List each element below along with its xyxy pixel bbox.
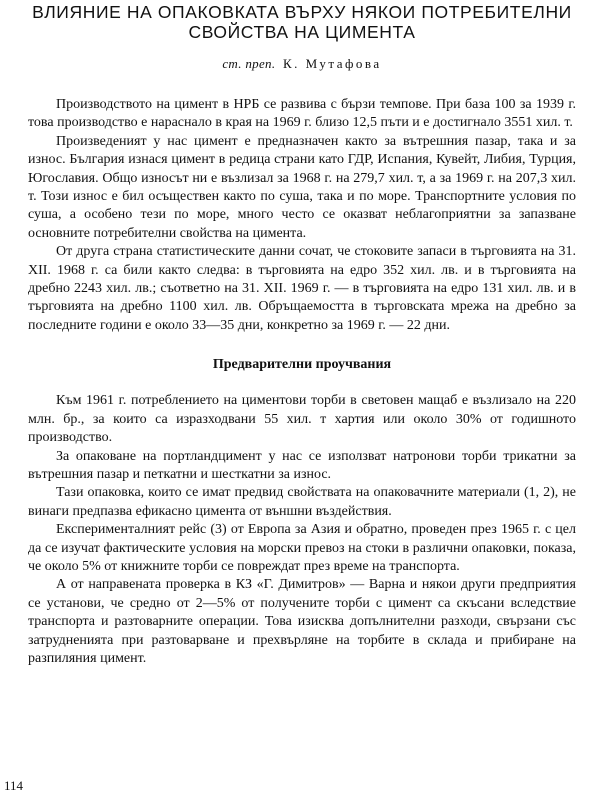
paragraph: Експерименталният рейс (3) от Европа за Азия и обратно, проведен през 1965 г. с цел да се изучат фактическите условия на морски превоз на стоки в различни опаковки, показа, че около 5% от книжните торби се повреждат през време на транспорта. — [28, 522, 576, 574]
page-number: 114 — [4, 778, 24, 793]
paragraph: Към 1961 г. потреблението на циментови торби в световен мащаб е възлизало на 220 млн. бр., за които са изразходвани 55 хил. т хартия или около 30% от годишното производство. — [28, 393, 576, 446]
title-line-2: СВОЙСТВА НА ЦИМЕНТА — [188, 22, 416, 42]
paragraph: Тази опаковка, които се имат предвид свойствата на опаковачните материали (1, 2), не винаги предпазва ефикасно цимента от външни въздействия. — [28, 485, 576, 519]
paragraph: Произведеният у нас цимент е предназначен както за вътрешния пазар, така и за износ. България изнася цимент в редица страни като ГДР, Испания, Кувейт, Либия, Турция, Югославия. Общо износът ни е възлизал за 1968 г. на 279,7 хил. т, а за 1969 г. на 207,3 хил. т. Този износ е бил осъществен както по суша, така и по море. Транспортните условия по суша, а особено тези по море, много често се оказват неблагоприятни за запазване основните потребителни свойства на цимента. — [28, 133, 576, 241]
paragraph: От друга страна статистическите данни сочат, че стоковите запаси в търговията на 31. XII. 1968 г. са били както следва: в търговията на едро 352 хил. лв. и в търговията на дребно 2243 хил. лв.; съответно на 31. XII. 1969 г. — в търговията на едро 131 хил. лв. и в търговията на дребно 1100 хил. лв. Обръщаемостта в търговската мрежа на дребно за последните години е около 33—35 дни, конкретно за 1969 г. — 22 дни. — [28, 244, 576, 333]
title-line-1: ВЛИЯНИЕ НА ОПАКОВКАТА ВЪРХУ НЯКОИ ПОТРЕБИТЕЛНИ — [32, 2, 572, 22]
article-body — [28, 96, 576, 668]
author-role: ст. преп. — [222, 56, 276, 71]
author-line — [28, 56, 576, 72]
paragraph: За опаковане на портландцимент у нас се използват натронови торби трикатни за вътрешния пазар и петкатни и шесткатни за износ. — [28, 448, 576, 482]
paragraph: Производството на цимент в НРБ се развива с бързи темпове. При база 100 за 1939 г. това производство е нараснало в края на 1969 г. близо 12,5 пъти и е достигнало 3551 хил. т. — [28, 97, 576, 131]
section-heading: Предварителни проучвания — [212, 357, 392, 373]
paragraph: А от направената проверка в КЗ «Г. Димитров» — Варна и някои други предприятия се установи, че средно от 2—5% от получените торби с цимент са скъсани вследствие транспорта и разтоварните операции. Това изисква допълнителни разходи, свързани със затрудненията при разтоварване и прехвърляне на торбите в склада и прибиране на разпиляния цимент. — [28, 577, 576, 666]
author-name: К. Мутафова — [282, 56, 382, 71]
article-title — [28, 0, 576, 42]
